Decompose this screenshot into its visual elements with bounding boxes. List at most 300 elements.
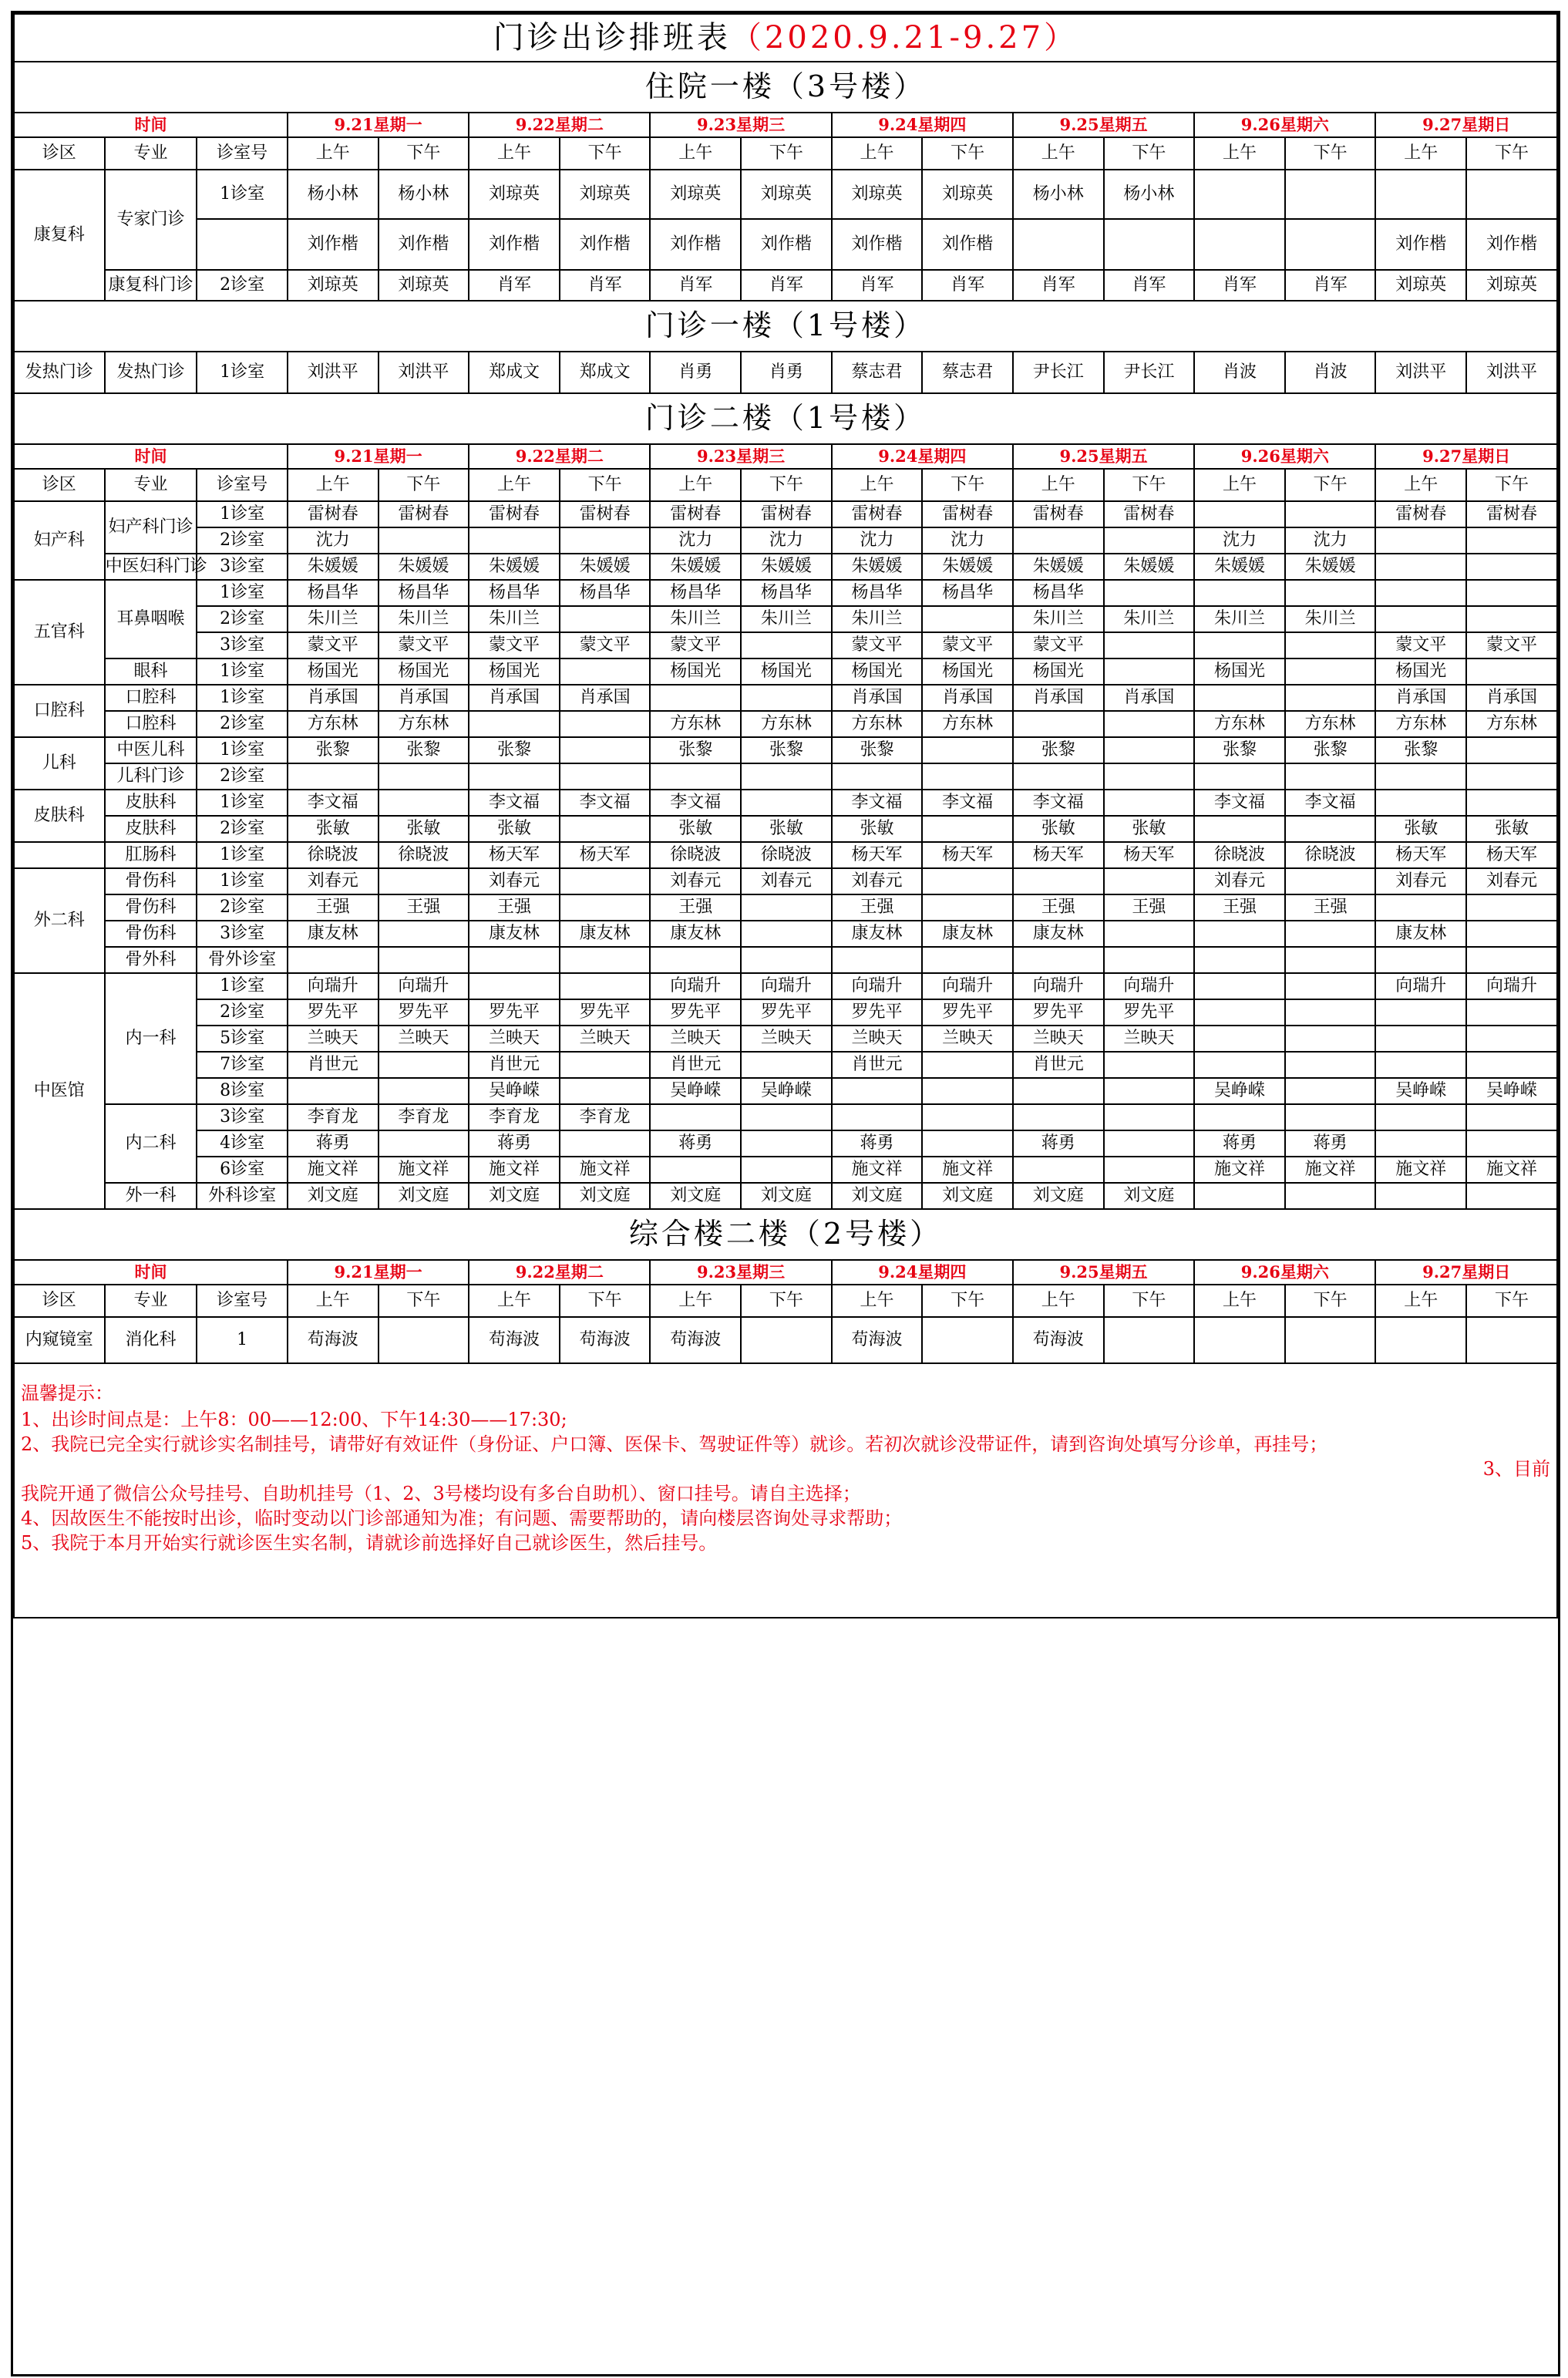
specialty-cell: 外一科 (105, 1183, 197, 1209)
room-cell: 1诊室 (197, 973, 288, 999)
column-header-row (14, 137, 1557, 170)
doctor-cell: 李育龙 (560, 1104, 651, 1130)
doctor-cell (1285, 999, 1376, 1026)
doctor-cell: 李文福 (469, 790, 560, 816)
doctor-cell: 罗先平 (288, 999, 379, 1026)
doctor-cell: 刘作楷 (560, 219, 651, 270)
doctor-cell: 朱川兰 (1194, 606, 1285, 632)
doctor-cell (1375, 1104, 1466, 1130)
pm-header: 下午 (1104, 137, 1195, 170)
dept-cell: 儿科 (14, 737, 105, 790)
doctor-cell: 肖承国 (469, 685, 560, 711)
day-header: 9.22星期二 (469, 113, 650, 137)
doctor-cell: 康友林 (560, 921, 651, 947)
day-header: 9.25星期五 (1013, 113, 1194, 137)
column-header-row (14, 469, 1557, 501)
specialty-cell: 皮肤科 (105, 816, 197, 842)
doctor-cell: 蒋勇 (1194, 1130, 1285, 1157)
notes-line: 4、因故医生不能按时出诊，临时变动以门诊部通知为准；有问题、需要帮助的，请向楼层咨询处寻求帮助； (21, 1507, 903, 1529)
pm-header: 下午 (560, 137, 651, 170)
doctor-cell: 刘作楷 (832, 219, 923, 270)
doctor-cell: 肖世元 (832, 1052, 923, 1078)
dept-cell: 五官科 (14, 580, 105, 685)
doctor-cell: 杨小林 (1104, 170, 1195, 219)
room-cell: 2诊室 (197, 270, 288, 301)
doctor-cell: 刘春元 (469, 868, 560, 894)
doctor-cell: 蒙文平 (469, 632, 560, 658)
doctor-cell: 蒋勇 (1013, 1130, 1104, 1157)
doctor-cell (1466, 1026, 1557, 1052)
doctor-cell (379, 1052, 469, 1078)
doctor-cell (379, 1317, 469, 1363)
doctor-cell (1194, 1026, 1285, 1052)
doctor-cell: 张黎 (832, 737, 923, 763)
doctor-cell: 张敏 (288, 816, 379, 842)
doctor-cell (1285, 170, 1376, 219)
doctor-cell (560, 527, 651, 554)
day-header: 9.22星期二 (469, 444, 650, 469)
dept-header: 诊区 (14, 1285, 105, 1317)
doctor-cell (1104, 868, 1195, 894)
doctor-cell (832, 1078, 923, 1104)
doctor-cell: 方东林 (1375, 711, 1466, 737)
doctor-cell: 蒋勇 (288, 1130, 379, 1157)
room-header: 诊室号 (197, 137, 288, 170)
doctor-cell: 雷树春 (1013, 501, 1104, 527)
doctor-cell: 肖军 (1285, 270, 1376, 301)
doctor-cell: 方东林 (379, 711, 469, 737)
doctor-cell: 李育龙 (469, 1104, 560, 1130)
doctor-cell: 雷树春 (741, 501, 832, 527)
schedule-row (14, 1317, 1557, 1363)
doctor-cell (1013, 947, 1104, 973)
doctor-cell: 张敏 (469, 816, 560, 842)
doctor-cell (1285, 658, 1376, 685)
doctor-cell: 杨小林 (379, 170, 469, 219)
specialty-cell: 肛肠科 (105, 842, 197, 868)
doctor-cell (1194, 1052, 1285, 1078)
doctor-cell: 肖世元 (650, 1052, 741, 1078)
doctor-cell: 王强 (1285, 894, 1376, 921)
doctor-cell: 刘春元 (741, 868, 832, 894)
time-label: 时间 (14, 1260, 288, 1285)
doctor-cell (1285, 973, 1376, 999)
day-header: 9.24星期四 (832, 113, 1013, 137)
room-header: 诊室号 (197, 1285, 288, 1317)
doctor-cell: 方东林 (650, 711, 741, 737)
specialty-cell: 专家门诊 (105, 170, 197, 270)
am-header: 上午 (1194, 1285, 1285, 1317)
doctor-cell: 杨国光 (288, 658, 379, 685)
doctor-cell: 向瑞升 (650, 973, 741, 999)
doctor-cell (741, 921, 832, 947)
doctor-cell: 朱媛媛 (469, 554, 560, 580)
doctor-cell (1285, 1104, 1376, 1130)
doctor-cell: 徐晓波 (650, 842, 741, 868)
room-cell: 2诊室 (197, 894, 288, 921)
doctor-cell (1104, 1104, 1195, 1130)
room-cell: 8诊室 (197, 1078, 288, 1104)
doctor-cell: 肖承国 (288, 685, 379, 711)
doctor-cell: 刘春元 (1194, 868, 1285, 894)
specialty-cell: 骨伤科 (105, 921, 197, 947)
doctor-cell: 朱媛媛 (922, 554, 1013, 580)
schedule-row (14, 1104, 1557, 1130)
room-cell: 6诊室 (197, 1157, 288, 1183)
doctor-cell (741, 1130, 832, 1157)
doctor-cell: 杨天军 (922, 842, 1013, 868)
doctor-cell (1194, 170, 1285, 219)
notes-line: 2、我院已完全实行就诊实名制挂号，请带好有效证件（身份证、户口簿、医保卡、驾驶证件等）就诊。若初次就诊没带证件，请到咨询处填写分诊单，再挂号； (21, 1433, 1328, 1455)
doctor-cell: 雷树春 (379, 501, 469, 527)
doctor-cell: 向瑞升 (741, 973, 832, 999)
doctor-cell: 朱川兰 (1013, 606, 1104, 632)
doctor-cell (922, 763, 1013, 790)
doctor-cell (1466, 790, 1557, 816)
day-header: 9.24星期四 (832, 1260, 1013, 1285)
doctor-cell: 罗先平 (741, 999, 832, 1026)
doctor-cell: 蒙文平 (288, 632, 379, 658)
schedule-row (14, 1157, 1557, 1183)
doctor-cell: 方东林 (832, 711, 923, 737)
doctor-cell: 蒙文平 (650, 632, 741, 658)
schedule-sheet (11, 11, 1560, 2376)
specialty-header: 专业 (105, 137, 197, 170)
doctor-cell: 朱媛媛 (288, 554, 379, 580)
doctor-cell: 李文福 (1013, 790, 1104, 816)
am-header: 上午 (650, 469, 741, 501)
doctor-cell (1466, 170, 1557, 219)
doctor-cell: 张敏 (1375, 816, 1466, 842)
am-header: 上午 (469, 1285, 560, 1317)
doctor-cell: 向瑞升 (288, 973, 379, 999)
specialty-header: 专业 (105, 1285, 197, 1317)
specialty-cell: 妇产科门诊 (105, 501, 197, 554)
doctor-cell (922, 947, 1013, 973)
doctor-cell: 康友林 (1375, 921, 1466, 947)
doctor-cell: 杨国光 (741, 658, 832, 685)
doctor-cell (1104, 1317, 1195, 1363)
room-cell: 2诊室 (197, 763, 288, 790)
room-cell: 骨外诊室 (197, 947, 288, 973)
dept-cell: 发热门诊 (14, 352, 105, 393)
doctor-cell: 刘琼英 (1466, 270, 1557, 301)
doctor-cell (1104, 219, 1195, 270)
schedule-row (14, 711, 1557, 737)
doctor-cell: 肖承国 (1375, 685, 1466, 711)
doctor-cell: 张黎 (1013, 737, 1104, 763)
doctor-cell: 肖世元 (469, 1052, 560, 1078)
doctor-cell: 罗先平 (469, 999, 560, 1026)
schedule-row (14, 606, 1557, 632)
doctor-cell (379, 1078, 469, 1104)
schedule-row (14, 527, 1557, 554)
doctor-cell (379, 947, 469, 973)
doctor-cell: 苟海波 (832, 1317, 923, 1363)
doctor-cell: 肖军 (469, 270, 560, 301)
notes-line: 1、出诊时间点是：上午8：00——12:00、下午14:30——17:30; (21, 1409, 567, 1430)
schedule-row (14, 894, 1557, 921)
doctor-cell: 康友林 (288, 921, 379, 947)
doctor-cell: 蒋勇 (1285, 1130, 1376, 1157)
room-cell: 1诊室 (197, 658, 288, 685)
pm-header: 下午 (741, 1285, 832, 1317)
doctor-cell (1194, 1317, 1285, 1363)
doctor-cell (741, 1317, 832, 1363)
doctor-cell (1375, 1052, 1466, 1078)
doctor-cell: 刘春元 (1466, 868, 1557, 894)
am-header: 上午 (1013, 469, 1104, 501)
doctor-cell: 尹长江 (1104, 352, 1195, 393)
doctor-cell: 肖军 (922, 270, 1013, 301)
doctor-cell: 蒙文平 (832, 632, 923, 658)
am-header: 上午 (469, 469, 560, 501)
doctor-cell: 肖承国 (1466, 685, 1557, 711)
am-header: 上午 (1013, 1285, 1104, 1317)
specialty-cell: 儿科门诊 (105, 763, 197, 790)
doctor-cell: 张黎 (650, 737, 741, 763)
doctor-cell: 蒙文平 (1466, 632, 1557, 658)
doctor-cell: 刘洪平 (288, 352, 379, 393)
doctor-cell (1194, 685, 1285, 711)
doctor-cell: 郑成文 (560, 352, 651, 393)
doctor-cell: 蒙文平 (1375, 632, 1466, 658)
am-header: 上午 (1375, 469, 1466, 501)
doctor-cell (469, 973, 560, 999)
doctor-cell: 兰映天 (650, 1026, 741, 1052)
doctor-cell: 刘文庭 (650, 1183, 741, 1209)
day-header: 9.26星期六 (1194, 1260, 1375, 1285)
doctor-cell: 杨昌华 (832, 580, 923, 606)
title-main: 门诊出诊排班表 (493, 20, 731, 56)
doctor-cell: 刘作楷 (922, 219, 1013, 270)
page-title (14, 14, 1557, 62)
doctor-cell (1013, 219, 1104, 270)
doctor-cell: 李文福 (1194, 790, 1285, 816)
doctor-cell (1285, 1026, 1376, 1052)
doctor-cell (1194, 816, 1285, 842)
doctor-cell: 刘文庭 (379, 1183, 469, 1209)
doctor-cell (379, 921, 469, 947)
doctor-cell: 施文祥 (379, 1157, 469, 1183)
doctor-cell: 刘洪平 (1466, 352, 1557, 393)
am-header: 上午 (288, 1285, 379, 1317)
doctor-cell: 康友林 (650, 921, 741, 947)
doctor-cell: 罗先平 (1104, 999, 1195, 1026)
doctor-cell (1285, 816, 1376, 842)
doctor-cell (469, 711, 560, 737)
doctor-cell: 刘春元 (650, 868, 741, 894)
doctor-cell: 郑成文 (469, 352, 560, 393)
am-header: 上午 (288, 469, 379, 501)
doctor-cell: 李文福 (922, 790, 1013, 816)
doctor-cell: 肖军 (1194, 270, 1285, 301)
specialty-cell: 中医妇科门诊 (105, 554, 197, 580)
doctor-cell: 兰映天 (1013, 1026, 1104, 1052)
schedule-row (14, 270, 1557, 301)
am-header: 上午 (1375, 1285, 1466, 1317)
doctor-cell: 张敏 (1104, 816, 1195, 842)
doctor-cell (1194, 580, 1285, 606)
doctor-cell: 吴峥嵘 (650, 1078, 741, 1104)
doctor-cell (1194, 763, 1285, 790)
doctor-cell (650, 685, 741, 711)
room-cell: 2诊室 (197, 999, 288, 1026)
doctor-cell: 苟海波 (469, 1317, 560, 1363)
doctor-cell: 朱川兰 (469, 606, 560, 632)
doctor-cell: 朱媛媛 (1104, 554, 1195, 580)
doctor-cell (1104, 947, 1195, 973)
doctor-cell (741, 1157, 832, 1183)
doctor-cell: 朱媛媛 (741, 554, 832, 580)
column-header-row (14, 1285, 1557, 1317)
title-date-range: （2020.9.21-9.27） (730, 20, 1078, 56)
doctor-cell: 吴峥嵘 (1466, 1078, 1557, 1104)
doctor-cell: 吴峥嵘 (1375, 1078, 1466, 1104)
doctor-cell: 李文福 (650, 790, 741, 816)
doctor-cell (741, 1052, 832, 1078)
day-header: 9.27星期日 (1375, 113, 1557, 137)
notes-title: 温馨提示： (21, 1383, 113, 1404)
doctor-cell: 朱媛媛 (650, 554, 741, 580)
day-header: 9.21星期一 (288, 1260, 469, 1285)
am-header: 上午 (1375, 137, 1466, 170)
pm-header: 下午 (379, 1285, 469, 1317)
doctor-cell: 王强 (832, 894, 923, 921)
doctor-cell (1466, 737, 1557, 763)
pm-header: 下午 (922, 469, 1013, 501)
pm-header: 下午 (1285, 469, 1376, 501)
pm-header: 下午 (1466, 469, 1557, 501)
doctor-cell: 张敏 (1466, 816, 1557, 842)
doctor-cell (741, 632, 832, 658)
doctor-cell: 王强 (1013, 894, 1104, 921)
doctor-cell: 杨天军 (1013, 842, 1104, 868)
doctor-cell: 蔡志君 (832, 352, 923, 393)
doctor-cell: 王强 (288, 894, 379, 921)
day-header: 9.25星期五 (1013, 444, 1194, 469)
specialty-cell: 骨伤科 (105, 894, 197, 921)
doctor-cell: 张黎 (1375, 737, 1466, 763)
day-header: 9.21星期一 (288, 113, 469, 137)
doctor-cell (1285, 1078, 1376, 1104)
room-cell: 1诊室 (197, 790, 288, 816)
doctor-cell (650, 763, 741, 790)
doctor-cell: 刘文庭 (832, 1183, 923, 1209)
doctor-cell (1194, 921, 1285, 947)
specialty-cell: 皮肤科 (105, 790, 197, 816)
doctor-cell (741, 790, 832, 816)
doctor-cell: 刘文庭 (922, 1183, 1013, 1209)
doctor-cell (1375, 999, 1466, 1026)
doctor-cell (1013, 1104, 1104, 1130)
doctor-cell: 苟海波 (1013, 1317, 1104, 1363)
doctor-cell: 朱川兰 (650, 606, 741, 632)
doctor-cell: 雷树春 (1104, 501, 1195, 527)
doctor-cell: 罗先平 (922, 999, 1013, 1026)
doctor-cell: 刘作楷 (469, 219, 560, 270)
dept-cell: 妇产科 (14, 501, 105, 580)
doctor-cell (1194, 632, 1285, 658)
doctor-cell: 张黎 (288, 737, 379, 763)
doctor-cell: 罗先平 (560, 999, 651, 1026)
doctor-cell: 向瑞升 (1466, 973, 1557, 999)
am-header: 上午 (1013, 137, 1104, 170)
doctor-cell: 沈力 (288, 527, 379, 554)
doctor-cell: 肖军 (650, 270, 741, 301)
doctor-cell (1194, 973, 1285, 999)
doctor-cell (288, 763, 379, 790)
doctor-cell: 李文福 (1285, 790, 1376, 816)
doctor-cell: 罗先平 (832, 999, 923, 1026)
doctor-cell: 方东林 (741, 711, 832, 737)
doctor-cell (379, 790, 469, 816)
doctor-cell: 向瑞升 (832, 973, 923, 999)
schedule-row (14, 737, 1557, 763)
doctor-cell: 杨昌华 (1013, 580, 1104, 606)
doctor-cell: 王强 (1104, 894, 1195, 921)
pm-header: 下午 (1104, 1285, 1195, 1317)
doctor-cell: 朱媛媛 (1194, 554, 1285, 580)
specialty-cell: 内一科 (105, 973, 197, 1104)
doctor-cell: 刘作楷 (1375, 219, 1466, 270)
doctor-cell: 蒋勇 (469, 1130, 560, 1157)
room-cell: 1诊室 (197, 737, 288, 763)
doctor-cell (922, 868, 1013, 894)
doctor-cell (1466, 894, 1557, 921)
doctor-cell: 张黎 (741, 737, 832, 763)
doctor-cell (922, 1317, 1013, 1363)
doctor-cell: 朱川兰 (379, 606, 469, 632)
doctor-cell (1013, 527, 1104, 554)
day-header: 9.23星期三 (650, 444, 831, 469)
schedule-row (14, 580, 1557, 606)
doctor-cell: 康友林 (922, 921, 1013, 947)
doctor-cell (1104, 1130, 1195, 1157)
schedule-row (14, 816, 1557, 842)
doctor-cell: 刘文庭 (560, 1183, 651, 1209)
day-header: 9.26星期六 (1194, 444, 1375, 469)
schedule-row (14, 1026, 1557, 1052)
doctor-cell: 张黎 (469, 737, 560, 763)
doctor-cell: 杨昌华 (922, 580, 1013, 606)
doctor-cell: 雷树春 (922, 501, 1013, 527)
doctor-cell: 方东林 (288, 711, 379, 737)
doctor-cell: 兰映天 (922, 1026, 1013, 1052)
doctor-cell (560, 763, 651, 790)
doctor-cell: 蒙文平 (1013, 632, 1104, 658)
doctor-cell (1194, 947, 1285, 973)
doctor-cell: 刘琼英 (1375, 270, 1466, 301)
schedule-table (13, 13, 1558, 1618)
pm-header: 下午 (1285, 137, 1376, 170)
doctor-cell: 蔡志君 (922, 352, 1013, 393)
doctor-cell: 康友林 (1013, 921, 1104, 947)
doctor-cell: 尹长江 (1013, 352, 1104, 393)
room-cell: 3诊室 (197, 554, 288, 580)
doctor-cell: 苟海波 (288, 1317, 379, 1363)
doctor-cell: 方东林 (1466, 711, 1557, 737)
am-header: 上午 (832, 137, 923, 170)
schedule-row (14, 632, 1557, 658)
doctor-cell: 向瑞升 (922, 973, 1013, 999)
doctor-cell (1466, 999, 1557, 1026)
doctor-cell: 杨天军 (560, 842, 651, 868)
doctor-cell: 张黎 (1194, 737, 1285, 763)
doctor-cell (1375, 763, 1466, 790)
section-title: 住院一楼（3号楼） (14, 62, 1557, 113)
doctor-cell (1375, 790, 1466, 816)
